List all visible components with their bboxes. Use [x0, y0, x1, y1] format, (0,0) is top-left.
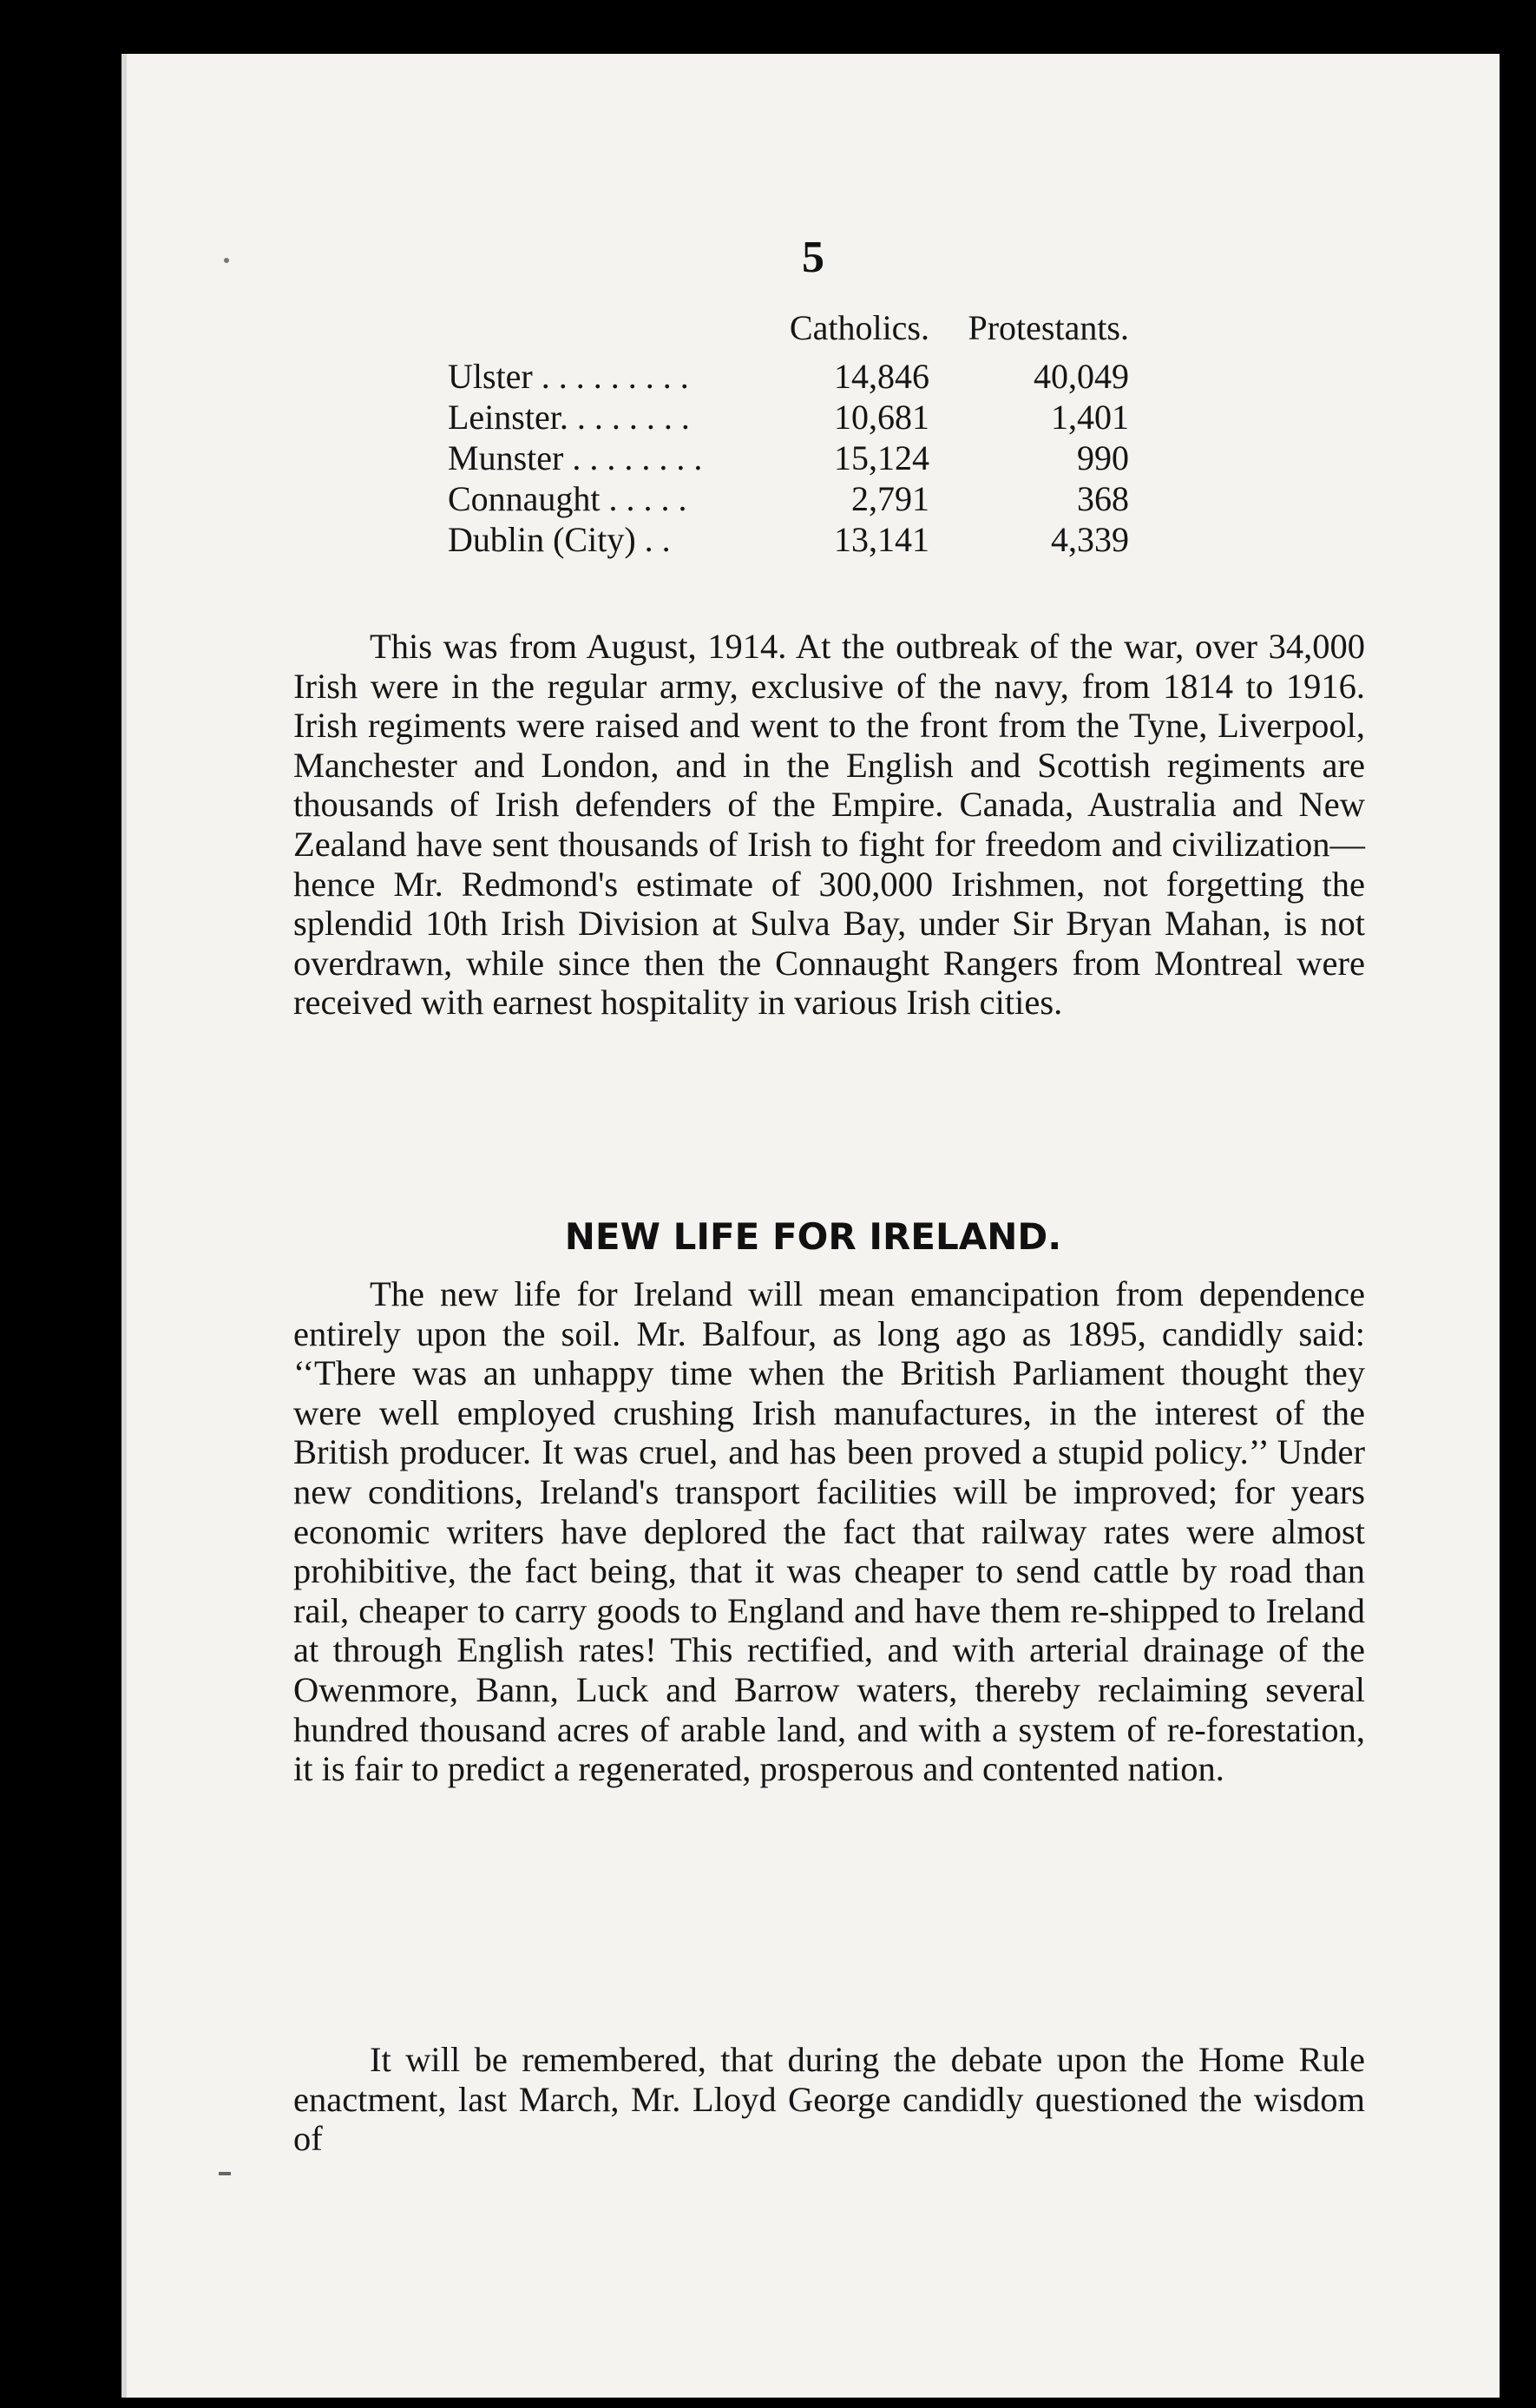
- paragraph-home-rule: It will be remembered, that during the debate upon the Home Rule enactment, last March, Mr. Lloyd George candidly questioned the wisdom of: [293, 2040, 1365, 2159]
- protestants-cell: 4,339: [1051, 520, 1129, 559]
- paragraph-new-life: The new life for Ireland will mean emancipation from dependence entirely upon the soil. Mr. Balfour, as long ago as 1895, candidly said: ‘‘There was an unhappy time when the British Parliament thought they were well employed crushing Irish manufactures, in the interest of the British producer. It was cruel, and has been proved a stupid policy.’’ Under new conditions, Ireland's transport facilities will be improved; for years economic writers have deplored the fact that railway rates were almost prohibitive, the fact being, that it was cheaper to send cattle by road than rail, cheaper to carry goods to England and have them re-shipped to Ireland at through English rates! This rectified, and with arterial drainage of the Owenmore, Bann, Luck and Barrow waters, thereby reclaiming several hundred thousand acres of arable land, and with a system of re-forestation, it is fair to predict a regenerated, prosperous and contented nation.: [293, 1274, 1365, 1789]
- catholics-cell: 2,791: [851, 479, 929, 518]
- region-cell: Munster . . . . . . . .: [448, 438, 703, 477]
- table-row: [448, 478, 1129, 519]
- catholics-cell: 14,846: [834, 357, 929, 396]
- table-header-region: [448, 306, 747, 356]
- catholics-cell: 13,141: [834, 520, 929, 559]
- table-row: [448, 438, 1129, 478]
- protestants-cell: 368: [1077, 479, 1129, 518]
- section-heading: NEW LIFE FOR IRELAND.: [564, 1215, 1062, 1258]
- catholics-cell: 15,124: [834, 438, 929, 477]
- protestants-cell: 40,049: [1034, 357, 1129, 396]
- table-row: [448, 397, 1129, 438]
- margin-mark: [219, 2172, 231, 2175]
- religion-statistics-table: [448, 306, 1129, 560]
- region-cell: Leinster. . . . . . . .: [448, 398, 690, 437]
- protestants-cell: 990: [1077, 438, 1129, 477]
- region-cell: Ulster . . . . . . . . .: [448, 357, 689, 396]
- table-row: [448, 356, 1129, 397]
- catholics-cell: 10,681: [834, 398, 929, 437]
- page-number: 5: [802, 233, 824, 282]
- paragraph-irish-enlistment: This was from August, 1914. At the outbreak of the war, over 34,000 Irish were in the regular army, exclusive of the navy, from 1814 to 1916. Irish regiments were raised and went to the front from the Tyne, Liverpool, Manchester and London, and in the English and Scottish regiments are thousands of Irish defenders of the Empire. Canada, Australia and New Zealand have sent thousands of Irish to fight for freedom and civilization—hence Mr. Redmond's estimate of 300,000 Irishmen, not forgetting the splendid 10th Irish Division at Sulva Bay, under Sir Bryan Mahan, is not overdrawn, while since then the Connaught Rangers from Montreal were received with earnest hospitality in various Irish cities.: [293, 627, 1365, 1023]
- document-page: [121, 54, 1500, 2398]
- table-header-protestants: Protestants.: [968, 307, 1129, 347]
- table-header-catholics: Catholics.: [789, 307, 929, 347]
- table-row: [448, 519, 1129, 560]
- region-cell: Dublin (City) . .: [448, 520, 671, 559]
- region-cell: Connaught . . . . .: [448, 479, 687, 518]
- protestants-cell: 1,401: [1051, 398, 1129, 437]
- table-header-row: [448, 306, 1129, 356]
